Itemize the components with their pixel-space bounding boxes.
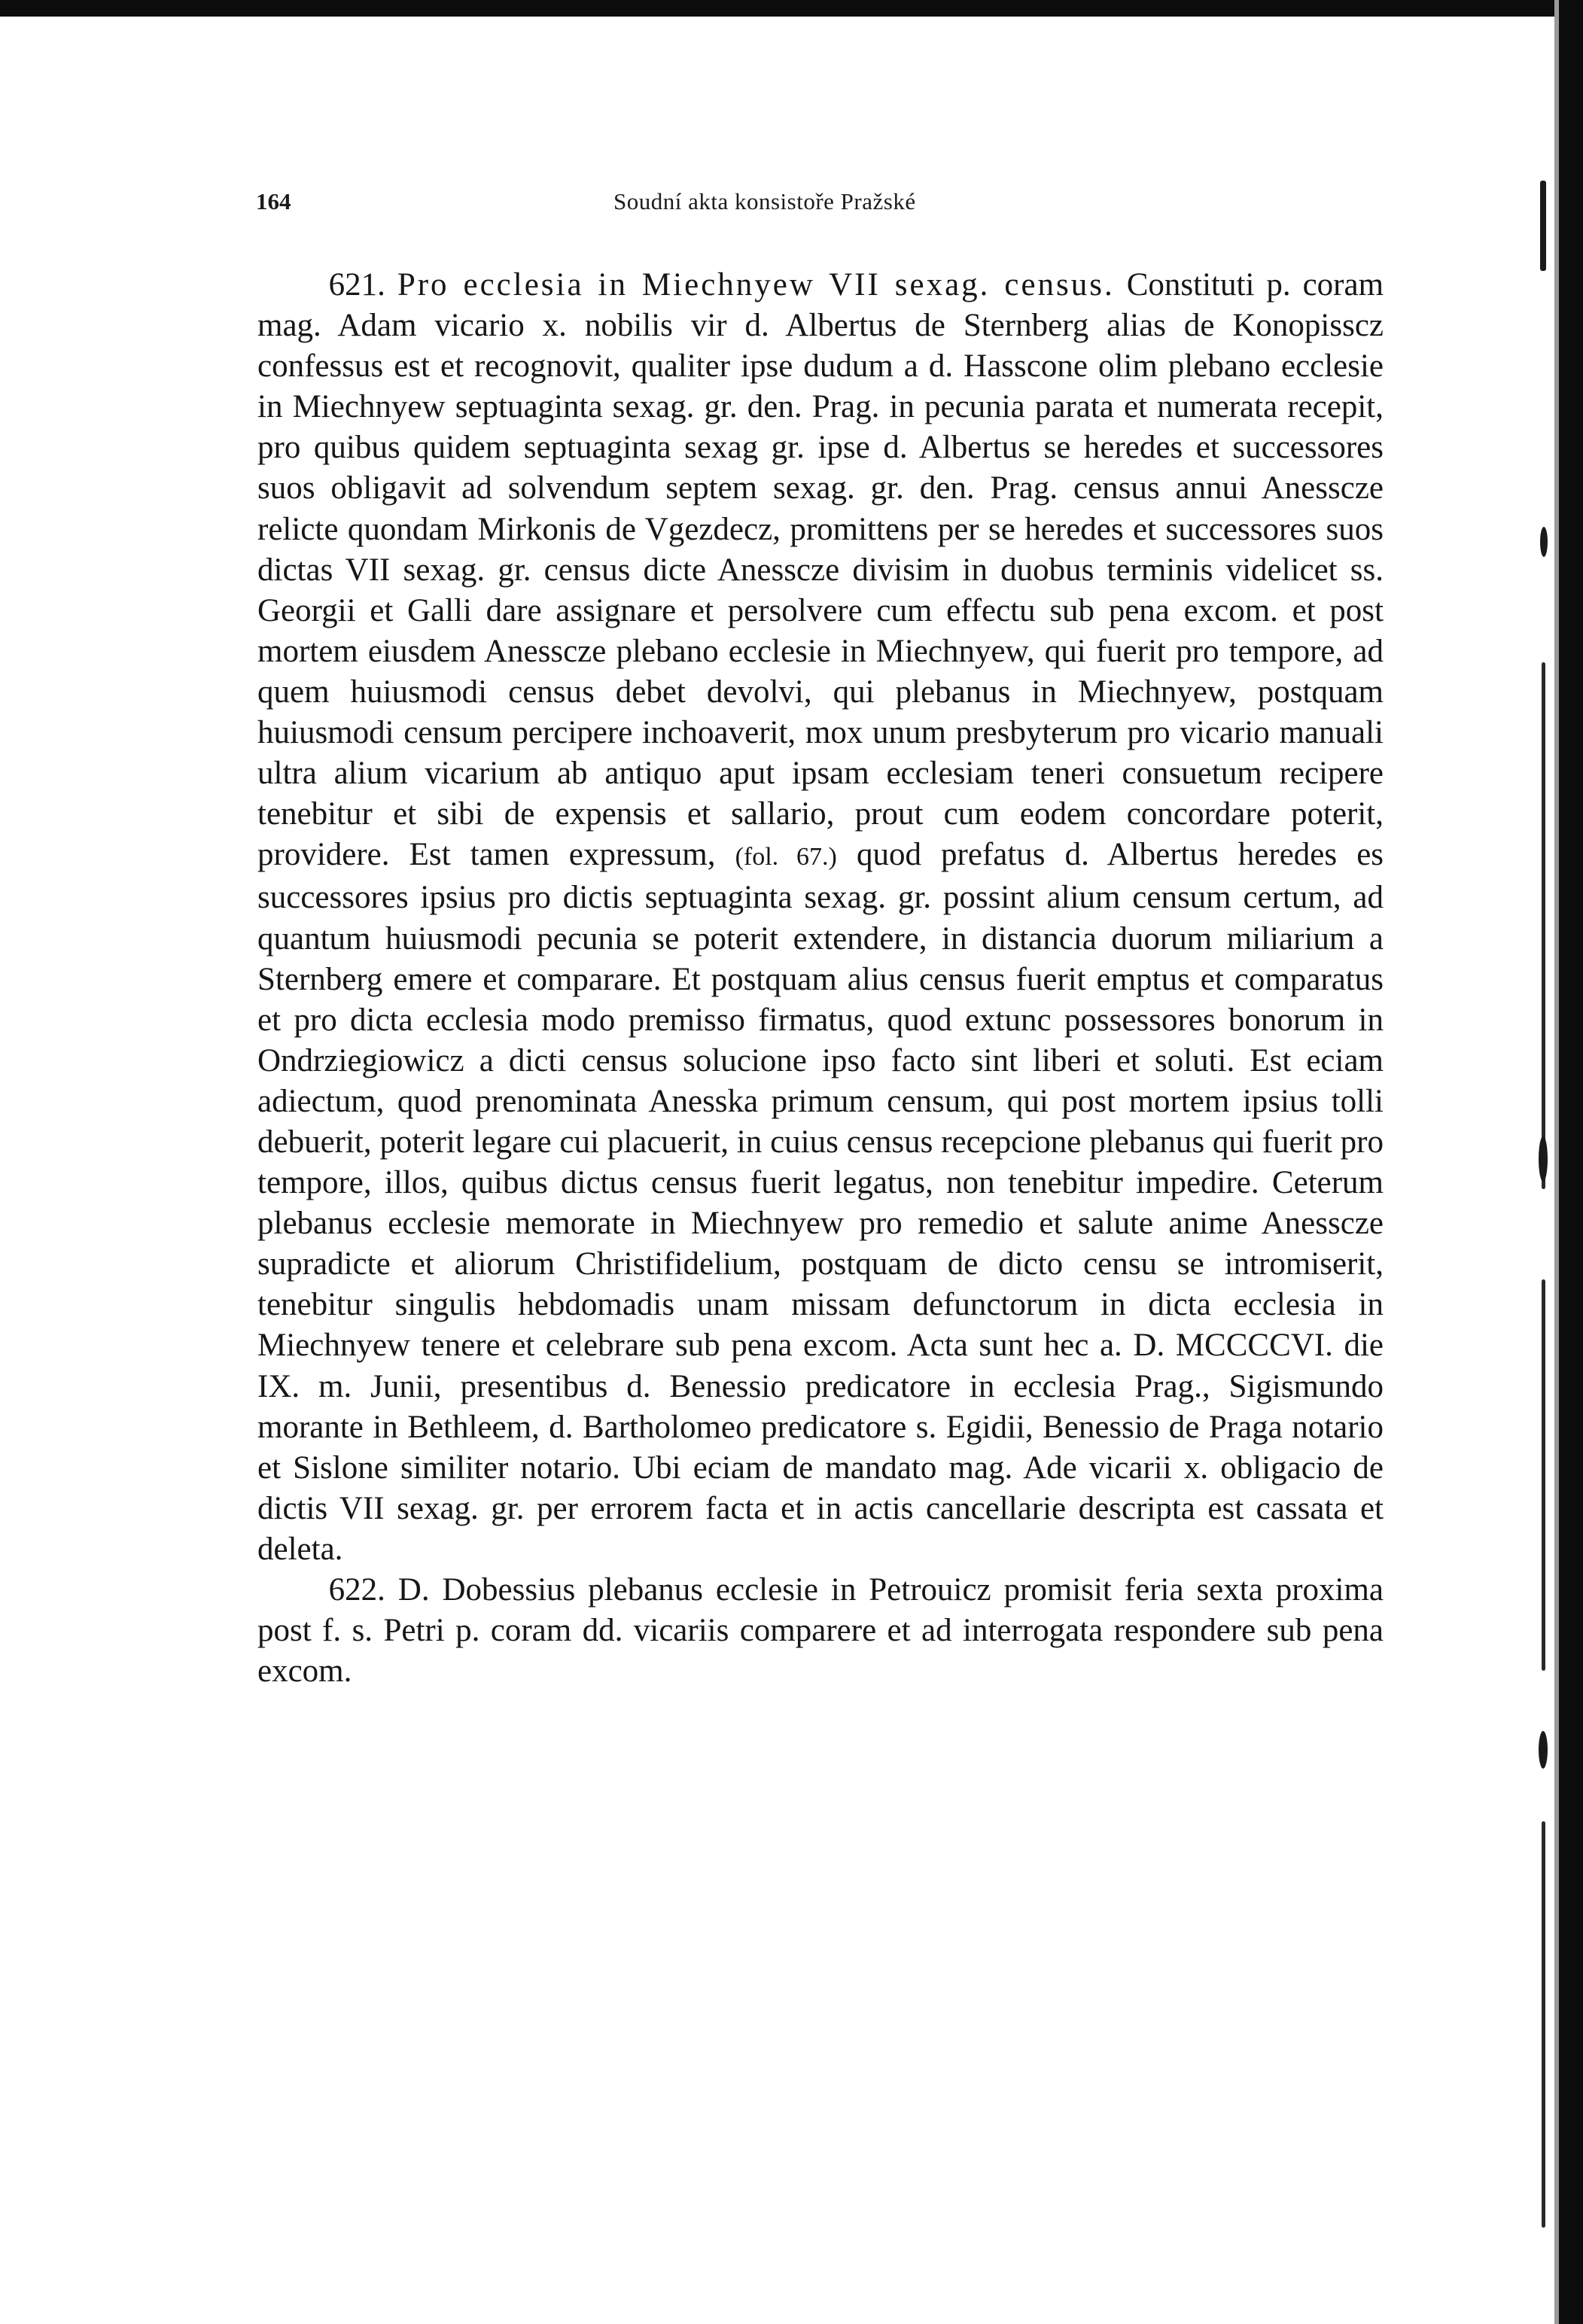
- scan-artifact: [1539, 1136, 1548, 1182]
- scan-artifact: [1540, 181, 1546, 271]
- scan-artifact: [1542, 1821, 1545, 2228]
- running-head: [256, 188, 1385, 218]
- entry-621: [257, 265, 1384, 1570]
- scan-artifact: [1540, 527, 1548, 557]
- body-text: [257, 265, 1384, 1692]
- scan-artifact: [1539, 1731, 1548, 1769]
- page-number: 164: [256, 188, 291, 214]
- scan-artifact: [1542, 1279, 1545, 1671]
- folio-reference: (fol. 67.): [735, 843, 837, 872]
- entry-number: 622.: [328, 1572, 385, 1608]
- running-title: Soudní akta konsistoře Pražské: [613, 188, 916, 214]
- entry-text-continued: quod prefatus d. Albertus heredes es successores ipsius pro dictis septuaginta sexag. gr. possint alium censum certum, ad quantum huiusmodi pecunia se poterit extendere, in distancia duorum miliarium a Sternberg emere et comparare. Et postquam alius census fuerit emptus et comparatus et pro dicta ecclesia modo premisso firmatus, quod extunc possessores bonorum in Ondrziegiowicz a dicti census solucione ipso facto sint liberi et soluti. Est eciam adiectum, quod prenominata Anesska primum censum, qui post mortem ipsius tolli debuerit, poterit legare cui placuerit, in cuius census recepcione plebanus qui fuerit pro tempore, illos, quibus dictus census fuerit legatus, non tenebitur impedire. Ceterum plebanus ecclesie memorate in Miechnyew pro remedio et salute anime Anesscze supradicte et aliorum Christifidelium, postquam de dicto censu se intromiserit, tenebitur singulis hebdomadis unam missam defunctorum in dicta ecclesia in Miechnyew tenere et celebrare sub pena excom. Acta sunt hec a. D. MCCCCVI. die IX. m. Junii, presentibus d. Benessio predicatore in ecclesia Prag., Sigismundo morante in Bethleem, d. Bartholomeo predicatore s. Egidii, Benessio de Praga notario et Sislone similiter notario. Ubi eciam de mandato mag. Ade vicarii x. obligacio de dictis VII sexag. gr. per errorem facta et in actis cancellarie descripta est cassata et deleta.: [257, 837, 1384, 1567]
- scan-right-border: [1559, 0, 1583, 2324]
- entry-622: [257, 1570, 1384, 1692]
- scan-artifact: [1542, 662, 1545, 1189]
- entry-text: D. Dobessius plebanus ecclesie in Petrouicz promisit feria sexta proxima post f. s. Petri p. coram dd. vicariis comparere et ad interrogata respondere sub pena excom.: [257, 1572, 1384, 1690]
- scan-top-border: [0, 0, 1583, 17]
- entry-number: 621.: [328, 267, 385, 303]
- entry-heading: Pro ecclesia in Miechnyew VII sexag. census.: [397, 267, 1115, 303]
- entry-text: Constituti p. coram mag. Adam vicario x. nobilis vir d. Albertus de Sternberg alias de Konopisscz confessus est et recognovit, qualiter ipse dudum a d. Hasscone olim plebano ecclesie in Miechnyew septuaginta sexag. gr. den. Prag. in pecunia parata et numerata recepit, pro quibus quidem septuaginta sexag gr. ipse d. Albertus se heredes et successores suos obligavit ad solvendum septem sexag. gr. den. Prag. census annui Anesscze relicte quondam Mirkonis de Vgezdecz, promittens per se heredes et successores suos dictas VII sexag. gr. census dicte Anesscze divisim in duobus terminis videlicet ss. Georgii et Galli dare assignare et persolvere cum effectu sub pena excom. et post mortem eiusdem Anesscze plebano ecclesie in Miechnyew, qui fuerit pro tempore, ad quem huiusmodi census debet devolvi, qui plebanus in Miechnyew, postquam huiusmodi censum percipere inchoaverit, mox unum presbyterum pro vicario manuali ultra alium vicarium ab antiquo aput ipsam ecclesiam teneri consuetum recipere tenebitur et sibi de expensis et sallario, prout cum eodem concordare poterit, providere. Est tamen expressum,: [257, 267, 1384, 873]
